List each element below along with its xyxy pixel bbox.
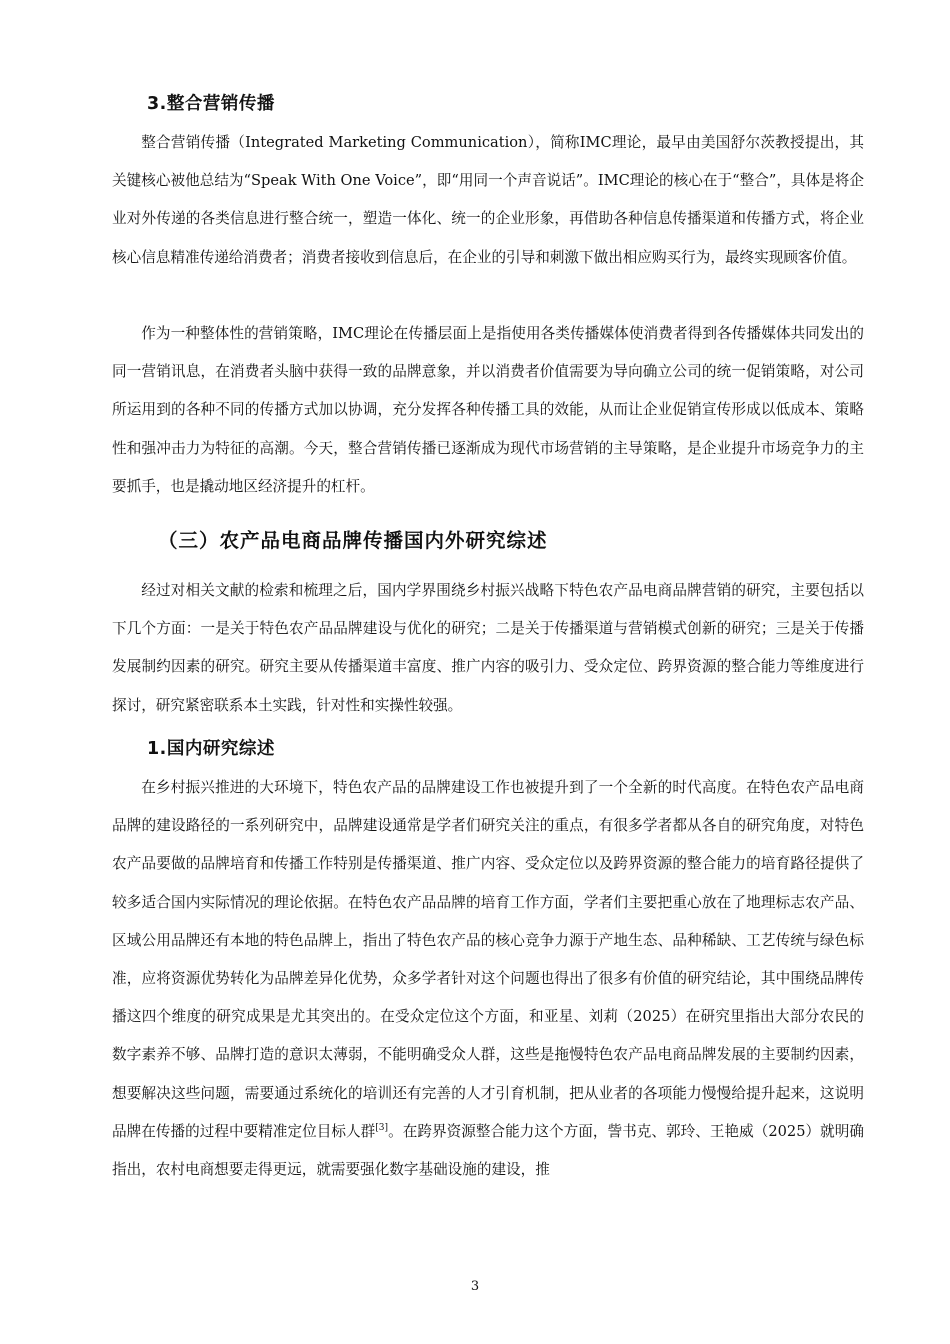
paragraph-imc-definition: 整合营销传播（Integrated Marketing Communication），简称IMC理论，最早由美国舒尔茨教授提出，其关键核心被他总结为“Speak With One Voice”，即“用同一个声音说话”。IMC理论的核心在于“整合”，具体是将企业对外传递的各类信息进行整合统一，塑造一体化、统一的企业形象，再借助各种信息传播渠道和传播方式，将企业核心信息精准传递给消费者；消费者接收到信息后，在企业的引导和刺激下做出相应购买行为，最终实现顾客价值。 (112, 134, 864, 266)
section-heading-domestic-review: 1.国内研究综述 (147, 739, 275, 759)
citation-marker: [3] (375, 1122, 389, 1133)
section-heading-literature-review: （三）农产品电商品牌传播国内外研究综述 (158, 529, 548, 552)
section-heading-imc: 3.整合营销传播 (147, 94, 275, 114)
paragraph-imc-strategy: 作为一种整体性的营销策略，IMC理论在传播层面上是指使用各类传播媒体使消费者得到各传播媒体共同发出的同一营销讯息，在消费者头脑中获得一致的品牌意象，并以消费者价值需要为导向确立公司的统一促销策略，对公司所运用到的各种不同的传播方式加以协调，充分发挥各种传播工具的效能，从而让企业促销宣传形成以低成本、策略性和强冲击力为特征的高潮。今天，整合营销传播已逐渐成为现代市场营销的主导策略，是企业提升市场竞争力的主要抓手，也是撬动地区经济提升的杠杆。 (112, 325, 864, 495)
paragraph-review-overview: 经过对相关文献的检索和梳理之后，国内学界围绕乡村振兴战略下特色农产品电商品牌营销的研究，主要包括以下几个方面：一是关于特色农产品品牌建设与优化的研究；二是关于传播渠道与营销模式创新的研究；三是关于传播发展制约因素的研究。研究主要从传播渠道丰富度、推广内容的吸引力、受众定位、跨界资源的整合能力等维度进行探讨，研究紧密联系本土实践，针对性和实操性较强。 (112, 582, 864, 714)
paragraph-domestic-review (112, 769, 864, 1189)
domestic-text-part2: 。在跨界资源整合能力这个方面，訾书克、郭玲、王艳威（2025）就明确指出，农村电商想要走得更远，就需要强化数字基础设施的建设，推 (112, 1122, 864, 1179)
page-number: 3 (470, 1279, 480, 1294)
domestic-text-part1: 在乡村振兴推进的大环境下，特色农产品的品牌建设工作也被提升到了一个全新的时代高度。在特色农产品电商品牌的建设路径的一系列研究中，品牌建设通常是学者们研究关注的重点，有很多学者都从各自的研究角度，对特色农产品要做的品牌培育和传播工作特别是传播渠道、推广内容、受众定位以及跨界资源的整合能力的培育路径提供了较多适合国内实际情况的理论依据。在特色农产品品牌的培育工作方面，学者们主要把重心放在了地理标志农产品、区域公用品牌还有本地的特色品牌上，指出了特色农产品的核心竞争力源于产地生态、品种稀缺、工艺传统与绿色标准，应将资源优势转化为品牌差异化优势，众多学者针对这个问题也得出了很多有价值的研究结论，其中围绕品牌传播这四个维度的研究成果是尤其突出的。在受众定位这个方面，和亚星、刘莉（2025）在研究里指出大部分农民的数字素养不够、品牌打造的意识太薄弱，不能明确受众人群，这些是拖慢特色农产品电商品牌发展的主要制约因素，想要解决这些问题，需要通过系统化的培训还有完善的人才引育机制，把从业者的各项能力慢慢给提升起来，这说明品牌在传播的过程中要精准定位目标人群 (112, 779, 864, 1140)
